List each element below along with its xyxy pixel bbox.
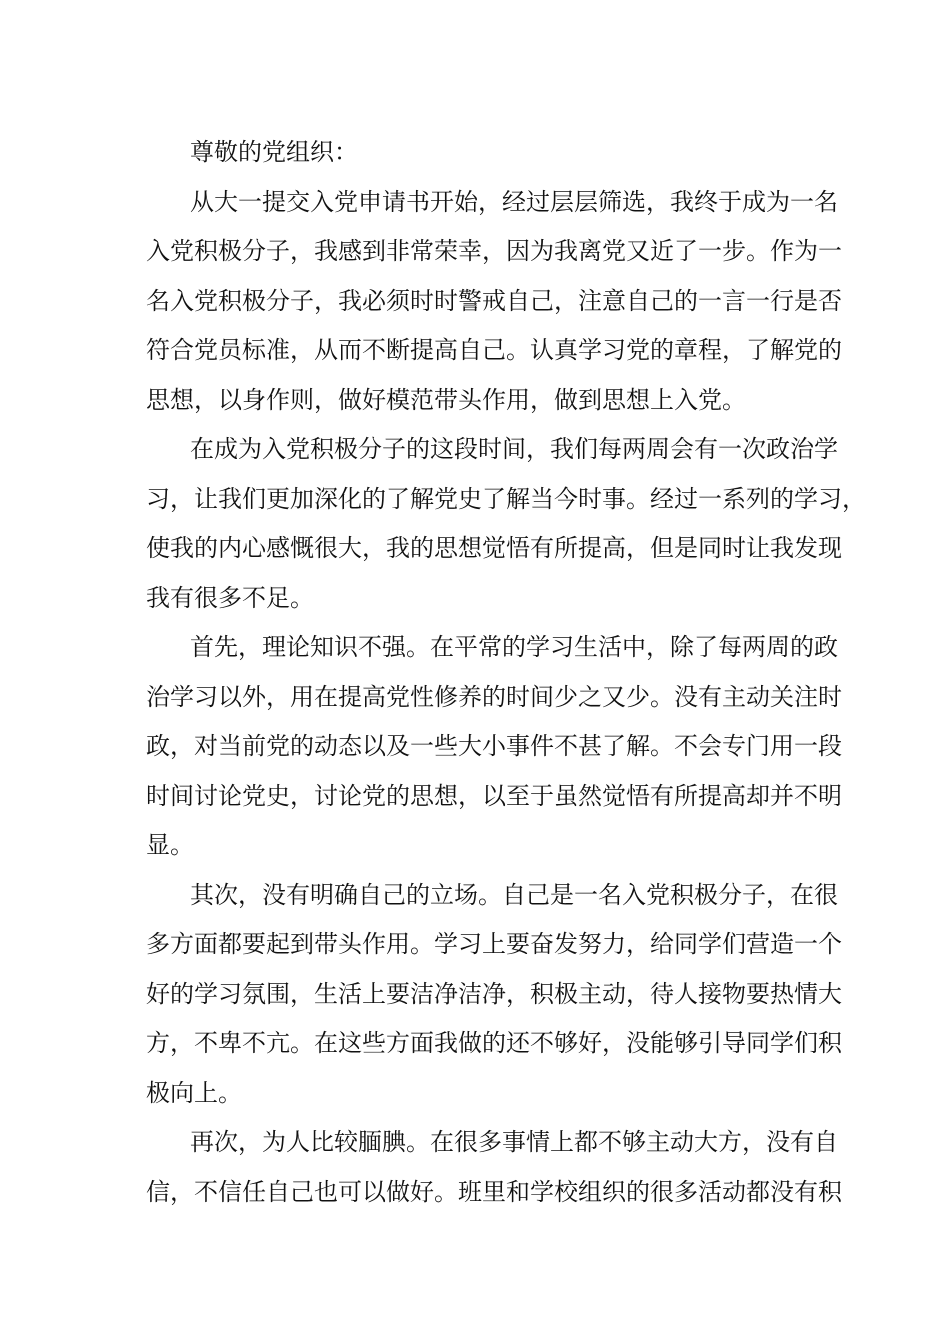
paragraph-line: 思想，以身作则，做好模范带头作用，做到思想上入党。 — [146, 385, 746, 414]
paragraph-line: 极向上。 — [146, 1078, 242, 1107]
paragraph-2 — [146, 425, 866, 623]
paragraph-line: 多方面都要起到带头作用。学习上要奋发努力，给同学们营造一个 — [146, 930, 842, 958]
paragraph-line: 符合党员标准，从而不断提高自己。认真学习党的章程，了解党的 — [146, 336, 842, 364]
paragraph-1 — [146, 178, 842, 426]
paragraph-line: 方，不卑不亢。在这些方面我做的还不够好，没能够引导同学们积 — [146, 1029, 842, 1057]
paragraph-line: 使我的内心感慨很大，我的思想觉悟有所提高，但是同时让我发现 — [146, 534, 842, 562]
paragraph-line: 在成为入党积极分子的这段时间，我们每两周会有一次政治学 — [190, 435, 838, 463]
paragraph-4 — [146, 871, 842, 1119]
letter-body — [146, 128, 866, 1217]
paragraph-line: 我有很多不足。 — [146, 583, 314, 612]
paragraph-line: 其次，没有明确自己的立场。自己是一名入党积极分子，在很 — [190, 880, 838, 909]
salutation-line: 尊敬的党组织： — [190, 138, 358, 166]
paragraph-line: 名入党积极分子，我必须时时警戒自己，注意自己的一言一行是否 — [146, 286, 842, 315]
paragraph-5 — [146, 1118, 842, 1217]
salutation — [146, 128, 826, 178]
paragraph-line: 好的学习氛围，生活上要洁净洁净，积极主动，待人接物要热情大 — [146, 979, 842, 1008]
paragraph-line: 信，不信任自己也可以做好。班里和学校组织的很多活动都没有积 — [146, 1177, 842, 1206]
paragraph-line: 入党积极分子，我感到非常荣幸，因为我离党又近了一步。作为一 — [146, 237, 842, 265]
paragraph-line: 首先，理论知识不强。在平常的学习生活中，除了每两周的政 — [190, 633, 838, 661]
paragraph-3 — [146, 623, 842, 871]
paragraph-line: 时间讨论党史，讨论党的思想，以至于虽然觉悟有所提高却并不明 — [146, 781, 842, 810]
paragraph-line: 从大一提交入党申请书开始，经过层层筛选，我终于成为一名 — [190, 187, 838, 216]
paragraph-line: 再次，为人比较腼腆。在很多事情上都不够主动大方，没有自 — [190, 1128, 838, 1156]
paragraph-line: 显。 — [146, 831, 194, 859]
paragraph-line: 习，让我们更加深化的了解党史了解当今时事。经过一系列的学习， — [146, 484, 866, 513]
paragraph-line: 治学习以外，用在提高党性修养的时间少之又少。没有主动关注时 — [146, 682, 842, 711]
paragraph-line: 政，对当前党的动态以及一些大小事件不甚了解。不会专门用一段 — [146, 732, 842, 760]
